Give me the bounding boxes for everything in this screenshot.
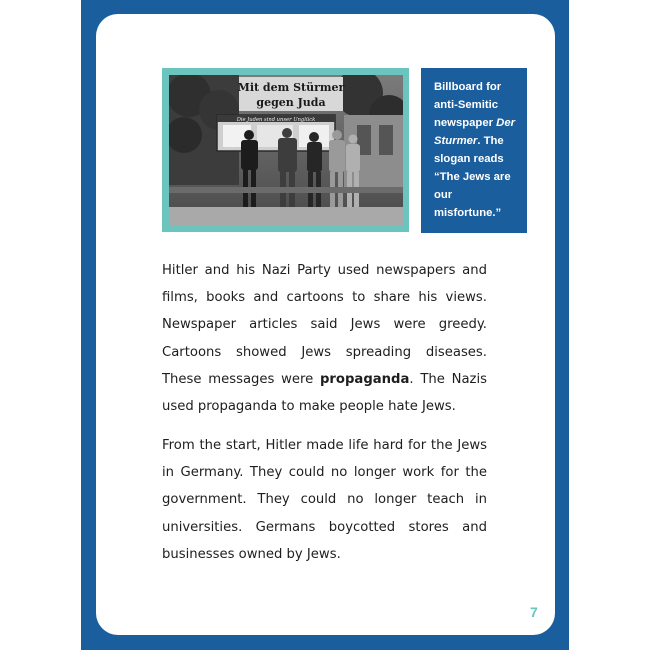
historical-photo (169, 75, 403, 225)
keyword-propaganda: propaganda (319, 371, 410, 387)
caption-text-end: . The slogan reads “The Jews are our misfortune.” (434, 135, 511, 219)
paragraph-propaganda (162, 257, 487, 420)
caption-newspaper-name: Der Sturmer (434, 117, 515, 147)
page-number: 7 (530, 604, 538, 620)
sign-line1: Mit dem Stürmer (237, 81, 345, 94)
paragraph-1-end: . The Nazis used propaganda to make people hate Jews. (162, 371, 487, 415)
caption-text-start: Billboard for anti-Semitic newspaper (434, 81, 502, 129)
photo-caption (421, 68, 527, 233)
banner-text: Die Juden sind unser Unglück (236, 117, 316, 123)
paragraph-1-start: Hitler and his Nazi Party used newspapers and films, books and cartoons to share his views. Newspaper articles said Jews were greedy. Cartoons showed Jews spreading diseases. These messages were (162, 263, 487, 387)
paragraph-restrictions: From the start, Hitler made life hard for the Jews in Germany. They could no longer work for the government. They could no longer teach in universities. Germans boycotted stores and businesses owned by Jews. (162, 438, 487, 562)
photo-illustration (169, 75, 403, 225)
sign-line2: gegen Juda (256, 96, 326, 109)
